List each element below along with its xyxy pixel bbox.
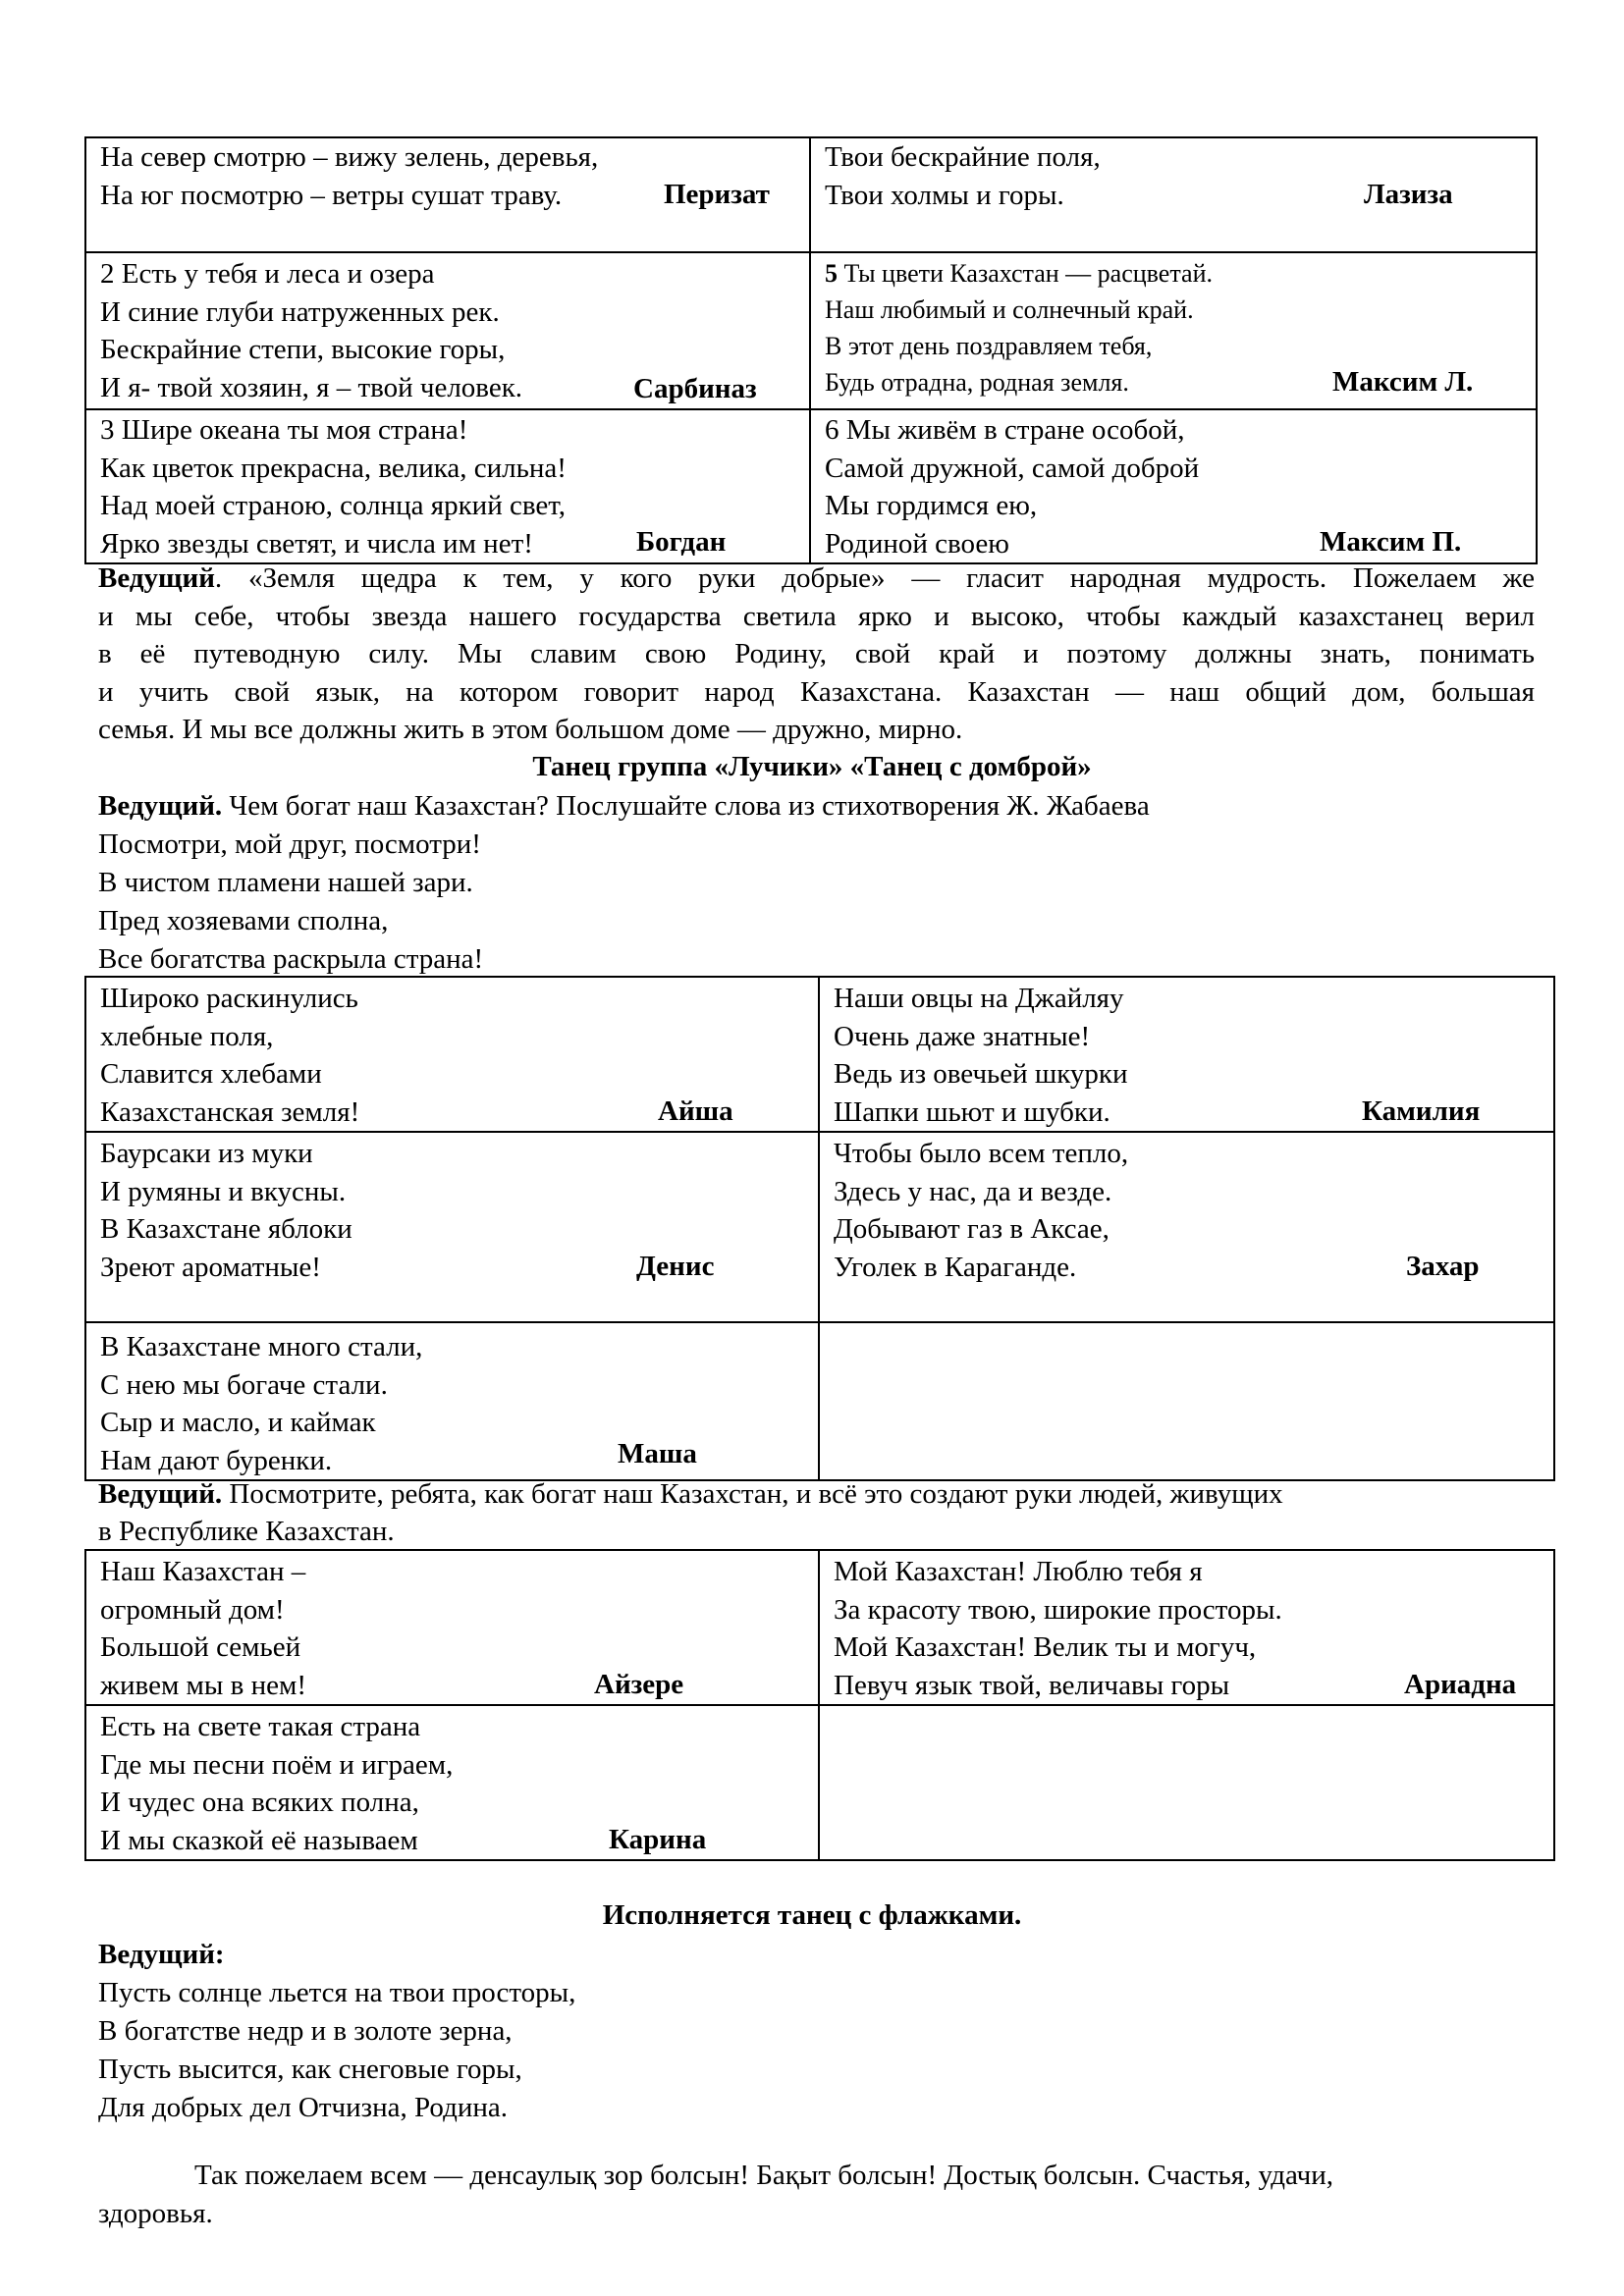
poem-line: Большой семьей <box>100 1631 301 1663</box>
poem-line: Над моей страною, солнца яркий свет, <box>100 490 566 521</box>
poem-line: Где мы песни поём и играем, <box>100 1748 454 1781</box>
poem-cell <box>85 977 819 1132</box>
author-name: Айзере <box>594 1669 684 1700</box>
poem-cell <box>85 252 810 409</box>
poem-line: Певуч язык твой, величавы горы <box>834 1669 1230 1701</box>
poem-line: Казахстанская земля! <box>100 1095 360 1128</box>
poem-line: Мой Казахстан! Велик ты и могуч, <box>834 1631 1257 1663</box>
poem-line: Уголек в Караганде. <box>834 1251 1077 1283</box>
poem-cell <box>85 1705 819 1860</box>
poem-line: Сыр и масло, и каймак <box>100 1407 376 1438</box>
poem-line: Твои холмы и горы. <box>825 179 1064 211</box>
poem-line: Бескрайние степи, высокие горы, <box>100 334 506 365</box>
poem-cell <box>810 252 1537 409</box>
paragraph-line: в её путеводную силу. Мы славим свою Родину, свой край и поэтому должны знать, понимать <box>98 638 1535 669</box>
poem-line: В богатстве недр и в золоте зерна, <box>98 2015 513 2047</box>
poem-line: Здесь у нас, да и везде. <box>834 1175 1112 1207</box>
poem-line: Зреют ароматные! <box>100 1251 321 1283</box>
author-name: Лазиза <box>1364 179 1453 210</box>
paragraph-text: . «Земля щедра к тем, у кого руки добрые» — гласит народная мудрость. Пожелаем же <box>214 562 1535 594</box>
paragraph-line: и мы себе, чтобы звезда нашего государства светила ярко и высоко, чтобы каждый казахстанец верил <box>98 600 1535 632</box>
poem-line: И синие глуби натруженных рек. <box>100 295 500 328</box>
host-line <box>98 1475 1283 1514</box>
poem-table-2 <box>84 976 1555 1481</box>
paragraph-text: Посмотрите, ребята, как богат наш Казахстан, и всё это создают руки людей, живущих <box>222 1478 1283 1510</box>
poem-line: Родиной своею <box>825 527 1009 560</box>
paragraph-line <box>98 560 1535 598</box>
poem-line: 2 Есть у тебя и леса и озера <box>100 258 435 290</box>
poem-cell <box>85 409 810 563</box>
dance-heading-2: Исполняется танец с флажками. <box>602 1899 1022 1931</box>
poem-line: Наш любимый и солнечный край. <box>825 295 1194 324</box>
poem-line: Баурсаки из муки <box>100 1138 313 1169</box>
closing-line: Так пожелаем всем — денсаулық зор болсын! Бақыт болсын! Достық болсын. Счастья, удачи, <box>194 2160 1334 2191</box>
poem-line: В Казахстане яблоки <box>100 1213 352 1245</box>
poem-line: хлебные поля, <box>100 1020 274 1052</box>
poem-line: Твои бескрайние поля, <box>825 141 1101 173</box>
host-label: Ведущий: <box>98 1939 225 1970</box>
empty-cell <box>819 1705 1554 1860</box>
poem-line: Посмотри, мой друг, посмотри! <box>98 828 481 860</box>
poem-line: Будь отрадна, родная земля. <box>825 368 1129 397</box>
poem-cell <box>819 977 1554 1132</box>
author-name: Ариадна <box>1404 1669 1517 1700</box>
host-line: в Республике Казахстан. <box>98 1516 395 1547</box>
host-label: Ведущий. <box>98 790 223 822</box>
paragraph-line: семья. И мы все должны жить в этом большом доме — дружно, мирно. <box>98 714 963 745</box>
poem-line: Ярко звезды светят, и числа им нет! <box>100 527 533 560</box>
poem-line: Есть на свете такая страна <box>100 1711 421 1742</box>
poem-cell <box>85 137 810 252</box>
poem-table-3 <box>84 1549 1555 1861</box>
host-label: Ведущий. <box>98 1478 223 1510</box>
poem-line: живем мы в нем! <box>100 1669 306 1701</box>
author-name: Перизат <box>664 179 770 210</box>
author-name: Максим П. <box>1320 526 1462 558</box>
poem-line: 6 Мы живём в стране особой, <box>825 414 1185 446</box>
paragraph-text: Чем богат наш Казахстан? Послушайте слова из стихотворения Ж. Жабаева <box>222 790 1150 822</box>
poem-cell <box>810 137 1537 252</box>
poem-cell <box>819 1550 1554 1705</box>
closing-line: здоровья. <box>98 2198 213 2229</box>
author-name: Айша <box>658 1095 733 1127</box>
poem-line: За красоту твою, широкие просторы. <box>834 1593 1282 1626</box>
poem-line: Самой дружной, самой доброй <box>825 452 1200 484</box>
poem-cell <box>85 1550 819 1705</box>
host-paragraph-1 <box>98 560 1535 749</box>
poem-line: Пред хозяевами сполна, <box>98 905 389 936</box>
poem-line: В Казахстане много стали, <box>100 1331 423 1362</box>
poem-line: Чтобы было всем тепло, <box>834 1138 1129 1169</box>
poem-line: В этот день поздравляем тебя, <box>825 332 1153 360</box>
poem-line: Мы гордимся ею, <box>825 490 1038 521</box>
poem-table-1 <box>84 136 1538 564</box>
poem-line: На север смотрю – вижу зелень, деревья, <box>100 141 599 173</box>
paragraph-line: и учить свой язык, на котором говорит народ Казахстана. Казахстан — наш общий дом, большая <box>98 675 1535 708</box>
poem-line: В чистом пламени нашей зари. <box>98 867 473 898</box>
poem-line: 3 Шире океана ты моя страна! <box>100 414 468 446</box>
poem-cell <box>85 1132 819 1322</box>
poem-line: И чудес она всяких полна, <box>100 1787 419 1818</box>
poem-line: Все богатства раскрыла страна! <box>98 943 484 975</box>
poem-line: Шапки шьют и шубки. <box>834 1095 1110 1128</box>
poem-cell <box>85 1322 819 1480</box>
poem-line-text: Ты цвети Казахстан — расцветай. <box>838 259 1213 288</box>
poem-line: Добывают газ в Аксае, <box>834 1213 1110 1245</box>
author-name: Карина <box>609 1824 707 1855</box>
poem-cell <box>819 1132 1554 1322</box>
poem-line: Очень даже знатные! <box>834 1020 1091 1052</box>
author-name: Денис <box>636 1251 715 1282</box>
host-label: Ведущий <box>98 562 215 594</box>
author-name: Максим Л. <box>1332 366 1474 398</box>
poem-line: И мы сказкой её называем <box>100 1824 418 1856</box>
author-name: Богдан <box>636 526 727 558</box>
author-name: Маша <box>618 1438 697 1469</box>
poem-line <box>825 255 1536 292</box>
poem-line: Наши овцы на Джайляу <box>834 983 1124 1014</box>
poem-line: Для добрых дел Отчизна, Родина. <box>98 2092 508 2123</box>
poem-line: Наш Казахстан – <box>100 1556 306 1587</box>
author-name: Сарбиназ <box>633 373 757 404</box>
poem-line: На юг посмотрю – ветры сушат траву. <box>100 179 563 211</box>
poem-line: И румяны и вкусны. <box>100 1175 347 1207</box>
poem-line: огромный дом! <box>100 1593 285 1626</box>
author-name: Захар <box>1406 1251 1480 1282</box>
poem-line: Как цветок прекрасна, велика, сильна! <box>100 452 567 484</box>
poem-line: С нею мы богаче стали. <box>100 1368 388 1401</box>
dance-heading-1: Танец группа «Лучики» «Танец с домброй» <box>532 751 1092 782</box>
author-name: Камилия <box>1362 1095 1481 1127</box>
empty-cell <box>819 1322 1554 1480</box>
poem-line: Широко раскинулись <box>100 983 358 1014</box>
poem-line: Славится хлебами <box>100 1058 322 1090</box>
verse-number: 5 <box>825 259 838 288</box>
poem-line: Ведь из овечьей шкурки <box>834 1058 1128 1090</box>
poem-line: Нам дают буренки. <box>100 1444 333 1476</box>
poem-line: И я- твой хозяин, я – твой человек. <box>100 371 523 403</box>
host-intro-line <box>98 787 1150 826</box>
poem-cell <box>810 409 1537 563</box>
poem-line: Пусть солнце льется на твои просторы, <box>98 1977 576 2008</box>
poem-line: Пусть высится, как снеговые горы, <box>98 2054 522 2085</box>
poem-line: Мой Казахстан! Люблю тебя я <box>834 1556 1203 1587</box>
